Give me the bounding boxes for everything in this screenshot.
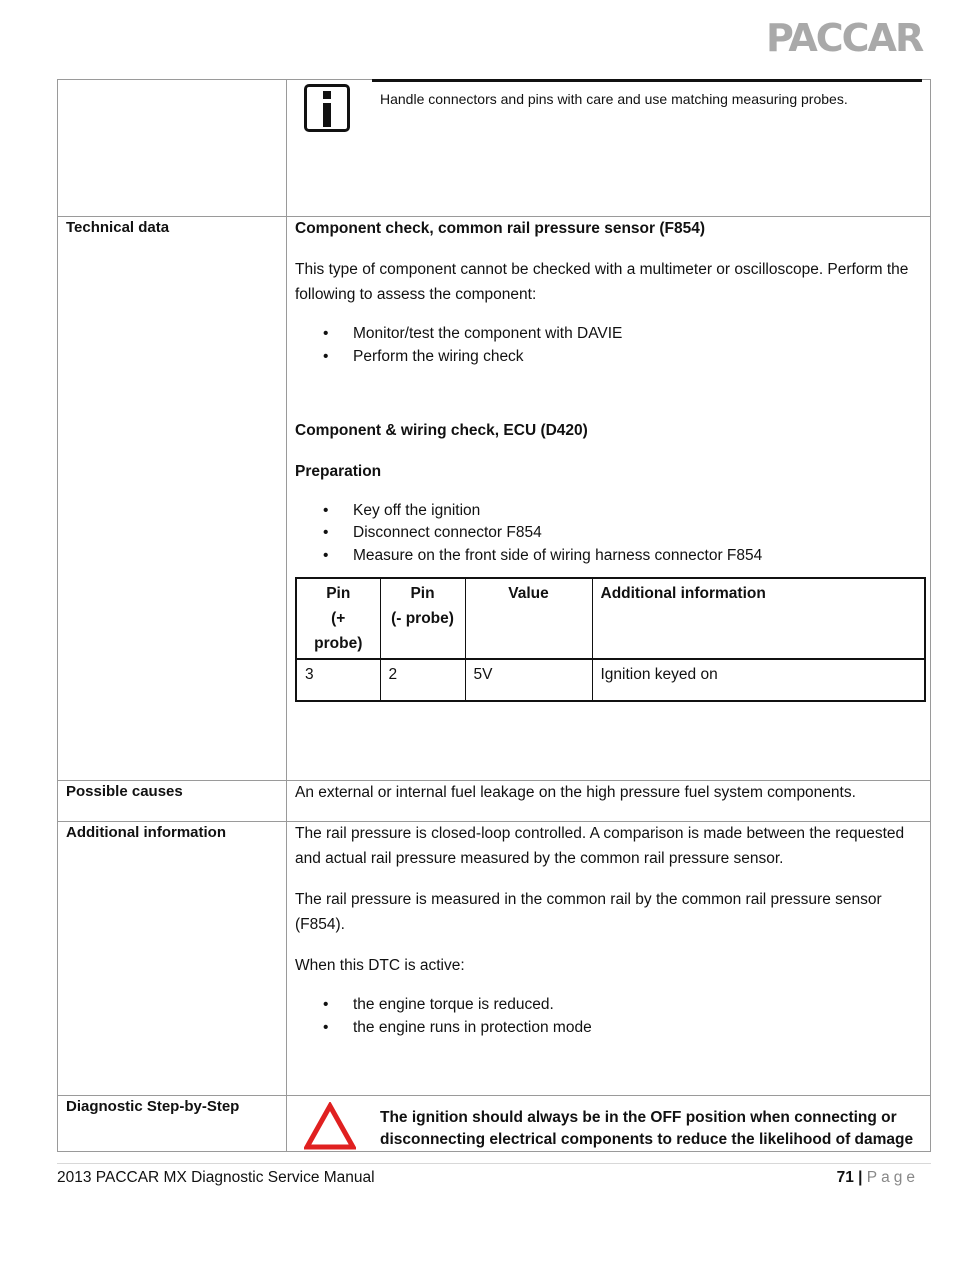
additional-info-paragraph: The rail pressure is measured in the common rail by the common rail pressure sensor (F854). (295, 891, 882, 933)
warning-icon (304, 1102, 356, 1150)
bullet-dot: • (323, 547, 329, 564)
component-check-heading: Component check, common rail pressure sensor (F854) (295, 220, 706, 237)
bullet-dot: • (323, 1019, 329, 1036)
list-item: Monitor/test the component with DAVIE (353, 325, 623, 342)
additional-information-label: Additional information (66, 824, 226, 841)
table-cell: Ignition keyed on (592, 659, 925, 701)
list-item: the engine runs in protection mode (353, 1019, 592, 1036)
table-row (296, 659, 925, 701)
ecu-check-heading: Component & wiring check, ECU (D420) (295, 422, 588, 439)
preparation-heading: Preparation (295, 463, 382, 480)
possible-causes-text: An external or internal fuel leakage on the high pressure fuel system components. (295, 784, 856, 801)
bullet-dot: • (323, 524, 329, 541)
table-cell: 2 (380, 659, 465, 701)
footer-title: 2013 PACCAR MX Diagnostic Service Manual (57, 1169, 375, 1186)
page-separator: | (858, 1169, 863, 1186)
additional-info-paragraph: The rail pressure is closed-loop controlled. A comparison is made between the requested and actual rail pressure measured by the common rail pressure sensor. (295, 825, 905, 867)
additional-info-paragraph: When this DTC is active: (295, 957, 465, 974)
measurement-table (295, 577, 926, 702)
component-check-paragraph: This type of component cannot be checked with a multimeter or oscilloscope. Perform the following to assess the component: (295, 261, 909, 303)
row-divider (57, 1095, 931, 1096)
warning-text: The ignition should always be in the OFF position when connecting or disconnecting electrical components to reduce the likelihood of damage (380, 1109, 914, 1148)
table-cell: 3 (296, 659, 380, 701)
value-header: Value (465, 578, 592, 659)
table-cell: 5V (465, 659, 592, 701)
pin-plus-header: Pin (+ probe) (296, 578, 380, 659)
possible-causes-label: Possible causes (66, 783, 183, 800)
bullet-dot: • (323, 502, 329, 519)
column-divider (286, 79, 287, 1152)
additional-info-header: Additional information (592, 578, 925, 659)
bullet-dot: • (323, 325, 329, 342)
list-item: Disconnect connector F854 (353, 524, 542, 541)
table-header-row (296, 578, 925, 659)
diagnostic-label: Diagnostic Step-by-Step (66, 1098, 240, 1115)
bullet-dot: • (323, 348, 329, 365)
list-item: the engine torque is reduced. (353, 996, 554, 1013)
paccar-logo: PACCAR (766, 16, 923, 60)
page-indicator (837, 1169, 919, 1187)
info-icon (304, 84, 350, 132)
footer-rule (57, 1163, 931, 1164)
page-number: 71 (836, 1169, 854, 1186)
list-item: Key off the ignition (353, 502, 481, 519)
bullet-dot: • (323, 996, 329, 1013)
list-item: Measure on the front side of wiring harness connector F854 (353, 547, 763, 564)
technical-data-label: Technical data (66, 219, 170, 236)
notice-rule (372, 79, 922, 82)
notice-text: Handle connectors and pins with care and use matching measuring probes. (380, 91, 848, 107)
page-word: Page (866, 1169, 919, 1186)
list-item: Perform the wiring check (353, 348, 524, 365)
pin-minus-header: Pin (- probe) (380, 578, 465, 659)
